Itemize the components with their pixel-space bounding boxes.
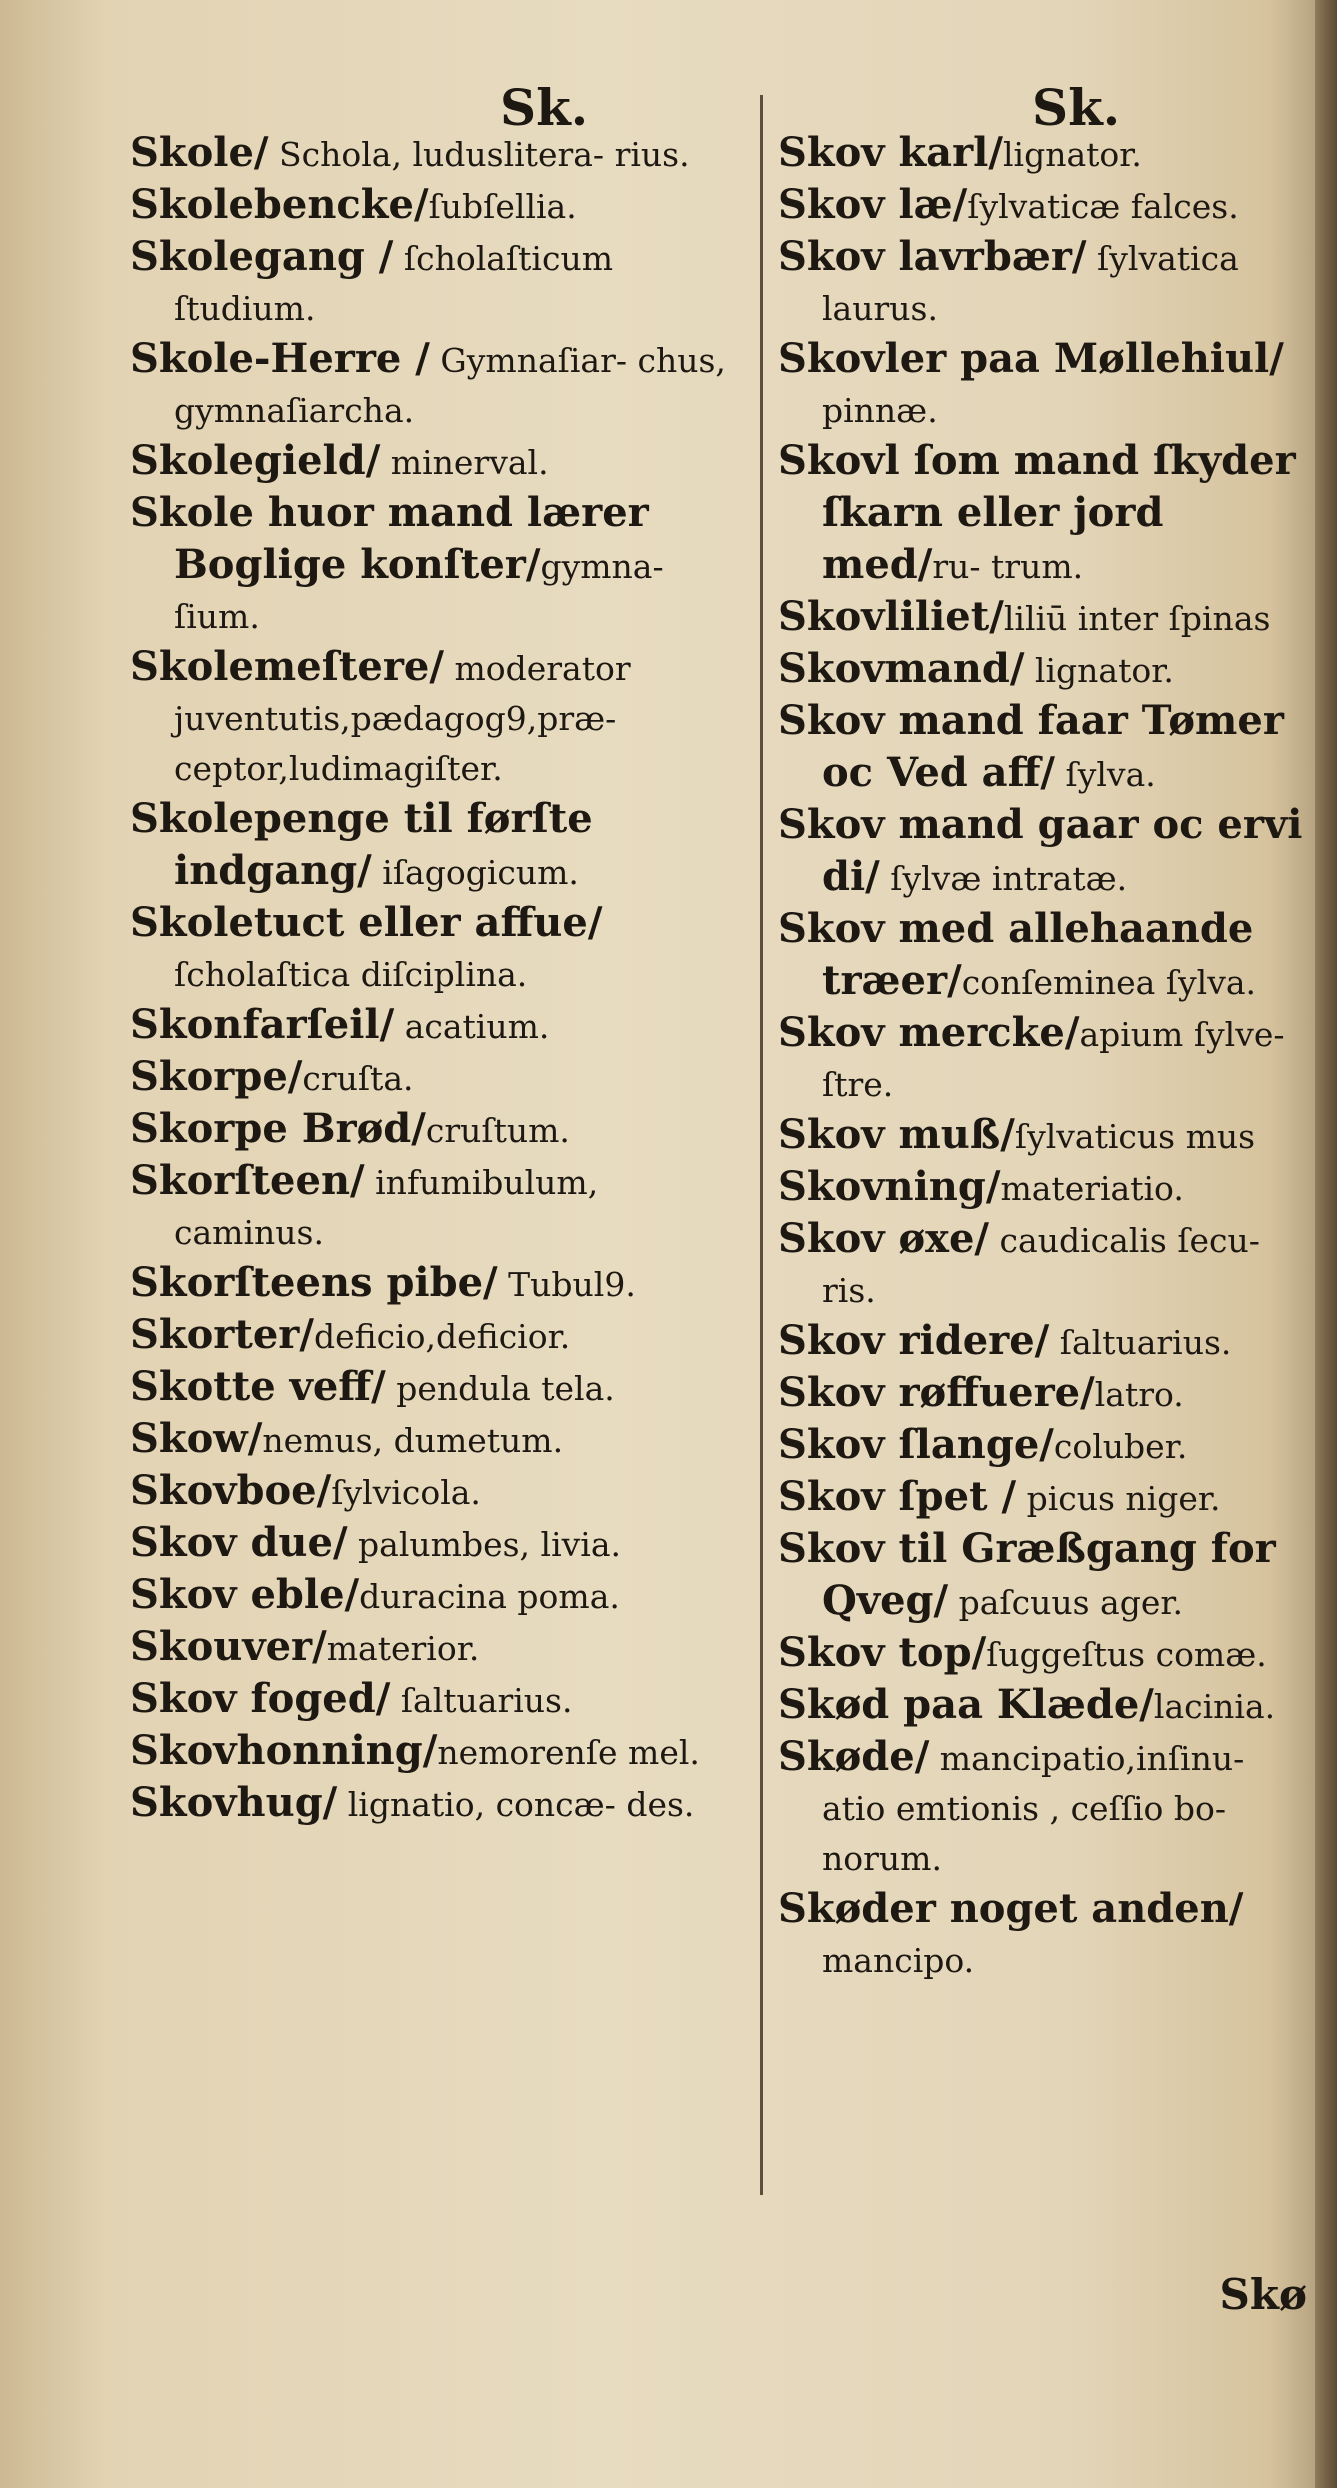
headword: Skovhug/	[130, 1779, 338, 1826]
headword: Skovboe/	[130, 1467, 332, 1514]
headword: Skov til Græßgang for Qveg/	[778, 1525, 1276, 1624]
entry	[778, 1680, 1313, 1732]
entry	[778, 1732, 1313, 1884]
entry	[778, 1420, 1313, 1472]
gloss: nemus, dumetum.	[262, 1421, 564, 1460]
entry	[130, 1726, 750, 1778]
entry	[130, 232, 750, 334]
headword: Skød paa Klæde/	[778, 1681, 1154, 1728]
gloss: pendula tela.	[385, 1369, 615, 1408]
gloss: lignator.	[1024, 651, 1174, 690]
gloss: Gymnaſiar- chus, gymnaſiarcha.	[174, 341, 726, 430]
headword: Skov foged/	[130, 1675, 391, 1722]
entry	[778, 1368, 1313, 1420]
headword: Skov due/	[130, 1519, 348, 1566]
headword: Skov ſlange/	[778, 1421, 1054, 1468]
entry	[778, 800, 1313, 904]
gloss: deficio,deficior.	[313, 1317, 571, 1356]
gloss: mancipatio,inſinu- atio emtionis , ceſſio bo- norum.	[822, 1739, 1245, 1878]
entry	[778, 592, 1313, 644]
entry	[130, 1052, 750, 1104]
headword: Skovning/	[778, 1163, 1001, 1210]
headword: Skovliliet/	[778, 593, 1004, 640]
gloss: infumibulum, caminus.	[174, 1163, 599, 1252]
gloss: minerval.	[380, 443, 549, 482]
headword: Skovhonning/	[130, 1727, 438, 1774]
headword: Skov ridere/	[778, 1317, 1050, 1364]
headword: Skolepenge til førſte indgang/	[130, 795, 593, 894]
entry	[130, 488, 750, 642]
right-entries	[778, 128, 1313, 1986]
entry	[778, 232, 1313, 334]
gloss: moderator juventutis,pædagog9,præ- ceptor,ludimagiſter.	[174, 649, 631, 788]
entry	[778, 334, 1313, 436]
gloss: ſuggeſtus comæ.	[986, 1635, 1267, 1674]
headword: Skorpe/	[130, 1053, 303, 1100]
headword: Skolebencke/	[130, 181, 429, 228]
headword: Skouver/	[130, 1623, 327, 1670]
entry	[778, 1110, 1313, 1162]
gloss: lignator.	[1002, 135, 1142, 174]
gloss: ru- trum.	[932, 547, 1084, 586]
gloss: ſaltuarius.	[1049, 1323, 1232, 1362]
right-column-header: Sk.	[1032, 78, 1121, 137]
entry	[130, 642, 750, 794]
headword: Skolemeſtere/	[130, 643, 444, 690]
entry	[778, 1628, 1313, 1680]
column-divider	[760, 95, 763, 2195]
gloss: ſylvaticus mus	[1014, 1117, 1256, 1156]
entry	[130, 1466, 750, 1518]
gloss: duracina poma.	[359, 1577, 620, 1616]
headword: Skov karl/	[778, 129, 1003, 176]
entry	[778, 1472, 1313, 1524]
gloss: pinnæ.	[822, 391, 938, 430]
entry	[130, 1156, 750, 1258]
catchword: Skø	[1219, 2270, 1307, 2319]
entry	[778, 696, 1313, 800]
entry	[778, 1162, 1313, 1214]
gloss: latro.	[1094, 1375, 1184, 1414]
entry	[778, 180, 1313, 232]
gloss: palumbes, livia.	[347, 1525, 621, 1564]
headword: Skorſteens pibe/	[130, 1259, 498, 1306]
gloss: Tubul9.	[497, 1265, 636, 1304]
headword: Skov ſpet /	[778, 1473, 1017, 1520]
gloss: lacinia.	[1153, 1687, 1276, 1726]
headword: Skolegang /	[130, 233, 394, 280]
gloss: ſylvaticæ falces.	[967, 187, 1239, 226]
left-entries	[130, 128, 750, 1830]
entry	[130, 1778, 750, 1830]
gloss: ſylvæ intratæ.	[879, 859, 1128, 898]
entry	[130, 1570, 750, 1622]
entry	[130, 898, 750, 1000]
entry	[130, 1518, 750, 1570]
entry	[130, 1104, 750, 1156]
headword: Skov mercke/	[778, 1009, 1080, 1056]
gloss: acatium.	[394, 1007, 550, 1046]
gloss: iſagogicum.	[371, 853, 579, 892]
entry	[778, 436, 1313, 592]
page-edge	[1315, 0, 1337, 2488]
entry	[778, 1316, 1313, 1368]
headword: Skov øxe/	[778, 1215, 990, 1262]
entry	[778, 904, 1313, 1008]
entry	[778, 1214, 1313, 1316]
gloss: ſaltuarius.	[390, 1681, 573, 1720]
gloss: liliū inter ſpinas	[1003, 599, 1271, 638]
entry	[778, 128, 1313, 180]
headword: Skoletuct eller affue/	[130, 899, 603, 946]
gloss: ſcholaſticum ſtudium.	[174, 239, 613, 328]
headword: Skole/	[130, 129, 269, 176]
headword: Skov mand faar Tømer oc Ved aff/	[778, 697, 1284, 796]
gloss: ſcholaſtica diſciplina.	[174, 955, 528, 994]
headword: Skov læ/	[778, 181, 968, 228]
headword: Skorter/	[130, 1311, 314, 1358]
gloss: picus niger.	[1016, 1479, 1221, 1518]
gloss: ſylvicola.	[331, 1473, 481, 1512]
headword: Skorpe Brød/	[130, 1105, 426, 1152]
headword: Skole-Herre /	[130, 335, 430, 382]
entry	[130, 1000, 750, 1052]
headword: Skov lavrbær/	[778, 233, 1087, 280]
headword: Skow/	[130, 1415, 263, 1462]
entry	[130, 1362, 750, 1414]
entry	[130, 1258, 750, 1310]
gloss: caudicalis ſecu- ris.	[822, 1221, 1260, 1310]
headword: Skov røffuere/	[778, 1369, 1095, 1416]
gloss: coluber.	[1053, 1427, 1188, 1466]
headword: Skov mand gaar oc ervi di/	[778, 801, 1303, 900]
entry	[130, 1674, 750, 1726]
gloss: conſeminea ſylva.	[961, 963, 1257, 1002]
headword: Skov top/	[778, 1629, 987, 1676]
entry	[130, 128, 750, 180]
gloss: Schola, luduslitera- rius.	[268, 135, 690, 174]
headword: Skøder noget anden/	[778, 1885, 1244, 1932]
headword: Skovl ſom mand ſkyder ſkarn eller jord med/	[778, 437, 1296, 588]
entry	[778, 1524, 1313, 1628]
gloss: mancipo.	[822, 1941, 975, 1980]
entry	[130, 436, 750, 488]
entry	[778, 644, 1313, 696]
gloss: materior.	[326, 1629, 480, 1668]
gloss: cruſta.	[302, 1059, 414, 1098]
gloss: materiatio.	[1000, 1169, 1184, 1208]
entry	[130, 1414, 750, 1466]
gloss: nemorenſe mel.	[437, 1733, 700, 1772]
headword: Skov muß/	[778, 1111, 1015, 1158]
entry	[130, 1622, 750, 1674]
headword: Skonfarſeil/	[130, 1001, 395, 1048]
gloss: ſubſellia.	[428, 187, 577, 226]
entry	[130, 334, 750, 436]
headword: Skolegield/	[130, 437, 381, 484]
entry	[130, 180, 750, 232]
entry	[130, 794, 750, 898]
headword: Skovler paa Møllehiul/	[778, 335, 1284, 382]
gloss: ſylva.	[1055, 755, 1156, 794]
entry	[130, 1310, 750, 1362]
gloss: ſylvatica laurus.	[822, 239, 1239, 328]
headword: Skov eble/	[130, 1571, 360, 1618]
entry	[778, 1008, 1313, 1110]
headword: Skovmand/	[778, 645, 1025, 692]
gloss: lignatio, concæ- des.	[337, 1785, 695, 1824]
left-column-header: Sk.	[500, 78, 589, 137]
headword: Skole huor mand lærer Boglige konſter/	[130, 489, 649, 588]
gloss: apium ſylve- ſtre.	[822, 1015, 1285, 1104]
entry	[778, 1884, 1313, 1986]
headword: Skov med allehaande træer/	[778, 905, 1254, 1004]
headword: Skorſteen/	[130, 1157, 365, 1204]
headword: Skotte veff/	[130, 1363, 386, 1410]
gloss: cruſtum.	[425, 1111, 570, 1150]
headword: Skøde/	[778, 1733, 930, 1780]
gloss: paſcuus ager.	[948, 1583, 1184, 1622]
gloss: gymna- ſium.	[174, 547, 664, 636]
